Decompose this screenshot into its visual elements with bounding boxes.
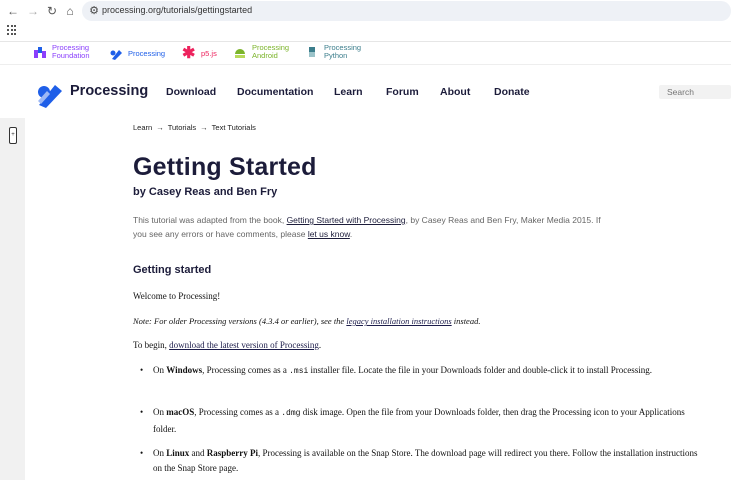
intro-text: . bbox=[349, 229, 353, 239]
list-item-macos bbox=[140, 405, 708, 436]
note-text: instead. bbox=[451, 316, 481, 326]
breadcrumb bbox=[133, 123, 256, 132]
p5js-asterisk-icon: ✱ bbox=[182, 45, 196, 62]
contact-link[interactable]: let us know bbox=[307, 229, 350, 239]
breadcrumb-separator: → bbox=[156, 123, 164, 132]
address-bar[interactable] bbox=[82, 1, 731, 21]
processing-foundation-icon bbox=[33, 45, 47, 59]
breadcrumb-learn[interactable]: Learn bbox=[133, 123, 153, 132]
sidebar-rail bbox=[0, 118, 25, 480]
processing-logo-icon[interactable] bbox=[35, 79, 65, 109]
family-link-python[interactable] bbox=[305, 44, 361, 60]
nav-documentation[interactable]: Documentation bbox=[237, 86, 314, 98]
main-navigation bbox=[0, 64, 731, 118]
family-bar bbox=[0, 42, 731, 64]
family-link-foundation[interactable] bbox=[33, 44, 90, 60]
list-item-text: On Linux and Raspberry Pi, Processing is available on the Snap Store. The download page will redirect you there. Follow the installation instructions on the Snap Store page. bbox=[153, 448, 698, 473]
apps-grid-icon[interactable] bbox=[7, 25, 17, 35]
breadcrumb-tutorials[interactable]: Tutorials bbox=[167, 123, 197, 132]
nav-donate[interactable]: Donate bbox=[494, 86, 530, 98]
family-label-android: Processing Android bbox=[252, 43, 290, 60]
android-icon bbox=[233, 45, 247, 59]
bullet-icon: • bbox=[140, 448, 144, 458]
begin-text: . bbox=[318, 340, 322, 350]
section-heading: Getting started bbox=[133, 264, 212, 276]
book-link[interactable]: Getting Started with Processing bbox=[286, 215, 406, 225]
family-label-foundation: Processing Foundation bbox=[52, 43, 90, 60]
breadcrumb-text-tutorials[interactable]: Text Tutorials bbox=[211, 123, 256, 132]
brand-name[interactable]: Processing bbox=[70, 83, 149, 99]
list-item-windows bbox=[140, 363, 708, 380]
sidebar-toggle-button[interactable]: + bbox=[9, 127, 17, 144]
nav-forum[interactable]: Forum bbox=[386, 86, 419, 98]
begin-paragraph bbox=[133, 338, 321, 352]
bullet-icon: • bbox=[140, 407, 144, 417]
download-link[interactable]: download the latest version of Processing bbox=[169, 340, 319, 350]
welcome-text: Welcome to Processing! bbox=[133, 291, 221, 301]
family-label-p5js: p5.js bbox=[201, 49, 217, 58]
list-item-linux bbox=[140, 446, 708, 475]
reload-icon[interactable]: ↻ bbox=[46, 4, 58, 18]
family-link-p5js[interactable] bbox=[182, 47, 217, 61]
page-title: Getting Started bbox=[133, 153, 317, 181]
legacy-instructions-link[interactable]: legacy installation instructions bbox=[346, 316, 452, 326]
python-icon bbox=[305, 45, 319, 59]
list-item-text: On macOS, Processing comes as a .dmg disk image. Open the file from your Downloads folder, then drag the Processing icon to your Applications folder. bbox=[153, 407, 685, 434]
search-input[interactable] bbox=[659, 85, 731, 99]
family-label-python: Processing Python bbox=[324, 43, 362, 60]
breadcrumb-separator: → bbox=[200, 123, 208, 132]
nav-about[interactable]: About bbox=[440, 86, 471, 98]
url-text[interactable]: processing.org/tutorials/gettingstarted bbox=[102, 5, 253, 15]
family-link-android[interactable] bbox=[233, 44, 289, 60]
byline: by Casey Reas and Ben Fry bbox=[133, 186, 278, 198]
nav-download[interactable]: Download bbox=[166, 86, 217, 98]
family-label-processing: Processing bbox=[128, 49, 166, 58]
back-icon[interactable]: ← bbox=[7, 4, 19, 18]
nav-learn[interactable]: Learn bbox=[334, 86, 363, 98]
bullet-icon: • bbox=[140, 365, 144, 375]
begin-text: To begin, bbox=[133, 340, 170, 350]
list-item-text: On Windows, Processing comes as a .msi installer file. Locate the file in your Downloads folder and double-click it to install Processing. bbox=[153, 365, 652, 376]
intro-text: This tutorial was adapted from the book, bbox=[133, 215, 287, 225]
forward-icon[interactable]: → bbox=[27, 4, 39, 18]
site-settings-icon[interactable]: ⚙ bbox=[89, 5, 99, 17]
family-link-processing[interactable] bbox=[109, 47, 165, 61]
note-text: Note: For older Processing versions (4.3.4 or earlier), see the bbox=[133, 316, 347, 326]
intro-text: , by Casey Reas and Ben Fry, Maker Media 2015. If you see any errors or have comments, please bbox=[133, 215, 601, 239]
legacy-note bbox=[133, 314, 480, 328]
processing-icon bbox=[109, 47, 123, 61]
intro-paragraph bbox=[133, 213, 603, 241]
browser-toolbar bbox=[0, 0, 731, 42]
home-icon[interactable]: ⌂ bbox=[66, 4, 74, 18]
